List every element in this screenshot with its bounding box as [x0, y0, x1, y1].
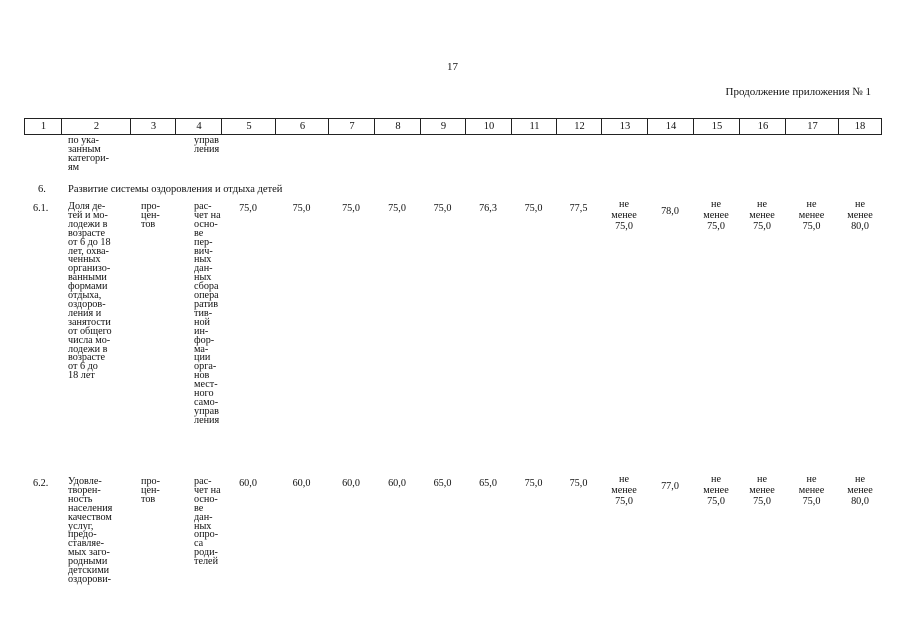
page-number: 17 — [447, 61, 458, 73]
carryover-indicator-text: по ука- занным категори- ям — [68, 135, 109, 173]
header-col-1: 1 — [24, 119, 62, 134]
value-cell-col-15: не менее 75,0 — [703, 199, 729, 232]
header-col-13: 13 — [601, 119, 648, 134]
row-6-2-id: 6.2. — [33, 478, 49, 489]
row-6-2-method: рас- чет на осно- ве дан- ных опро- са роди- телей — [194, 476, 221, 568]
value-cell-col-9: 65,0 — [433, 478, 452, 489]
value-cell-col-16: не менее 75,0 — [749, 474, 775, 507]
header-col-15: 15 — [693, 119, 740, 134]
header-col-8: 8 — [374, 119, 421, 134]
row-6-1-unit: про- цен- тов — [141, 201, 161, 230]
value-cell-col-9: 75,0 — [433, 203, 452, 214]
value-cell-col-11: 75,0 — [524, 478, 543, 489]
header-col-10: 10 — [465, 119, 512, 134]
value-cell-col-14: 78,0 — [661, 206, 679, 217]
table-header-row — [24, 118, 882, 135]
row-6-1-method: рас- чет на осно- ве пер- вич- ных дан- ных сбора опера ратив тив- ной ин- фор- ма- ции орга- нов мест- ного само- управ ления — [194, 201, 221, 426]
header-col-9: 9 — [420, 119, 466, 134]
row-6-1-id: 6.1. — [33, 203, 49, 214]
header-col-2: 2 — [61, 119, 131, 134]
value-cell-col-13: не менее 75,0 — [611, 474, 637, 507]
row-6-1-indicator: Доля де- тей и мо- лодежи в возрасте от 6 до 18 лет, охва- ченных организо- ванными формами отдыха, оздоров- ления и занятости от общего числа мо- лодежи в возрасте от 6 до 18 лет — [68, 201, 112, 382]
value-cell-col-18: не менее 80,0 — [847, 199, 873, 232]
value-cell-col-15: не менее 75,0 — [703, 474, 729, 507]
value-cell-col-10: 65,0 — [479, 478, 497, 489]
header-col-14: 14 — [647, 119, 694, 134]
value-cell-col-17: не менее 75,0 — [798, 199, 825, 232]
header-col-11: 11 — [511, 119, 557, 134]
header-col-12: 12 — [556, 119, 602, 134]
value-cell-col-12: 77,5 — [569, 203, 588, 214]
value-cell-col-17: не менее 75,0 — [798, 474, 825, 507]
value-cell-col-11: 75,0 — [524, 203, 543, 214]
header-col-6: 6 — [275, 119, 329, 134]
value-cell-col-7: 75,0 — [342, 203, 360, 214]
section-number: 6. — [38, 184, 46, 195]
value-cell-col-5: 60,0 — [239, 478, 257, 489]
header-col-4: 4 — [175, 119, 222, 134]
header-col-3: 3 — [130, 119, 176, 134]
value-cell-col-5: 75,0 — [239, 203, 257, 214]
header-col-17: 17 — [785, 119, 839, 134]
value-cell-col-13: не менее 75,0 — [611, 199, 637, 232]
value-cell-col-12: 75,0 — [569, 478, 588, 489]
carryover-method-text: управ ления — [194, 135, 220, 155]
header-col-18: 18 — [838, 119, 882, 134]
header-col-5: 5 — [221, 119, 276, 134]
value-cell-col-10: 76,3 — [479, 203, 497, 214]
value-cell-col-8: 75,0 — [388, 203, 406, 214]
continuation-title: Продолжение приложения № 1 — [725, 86, 871, 98]
value-cell-col-8: 60,0 — [388, 478, 406, 489]
header-col-16: 16 — [739, 119, 786, 134]
value-cell-col-6: 60,0 — [292, 478, 311, 489]
header-col-7: 7 — [328, 119, 375, 134]
value-cell-col-14: 77,0 — [661, 481, 679, 492]
section-title: Развитие системы оздоровления и отдыха детей — [68, 184, 283, 195]
row-6-2-unit: про- цен- тов — [141, 476, 161, 505]
value-cell-col-6: 75,0 — [292, 203, 311, 214]
value-cell-col-16: не менее 75,0 — [749, 199, 775, 232]
value-cell-col-7: 60,0 — [342, 478, 360, 489]
value-cell-col-18: не менее 80,0 — [847, 474, 873, 507]
row-6-2-indicator: Удовле- творен- ность населения качеством услуг, предо- ставляе- мых заго- родными детскими оздорови- — [68, 476, 113, 585]
